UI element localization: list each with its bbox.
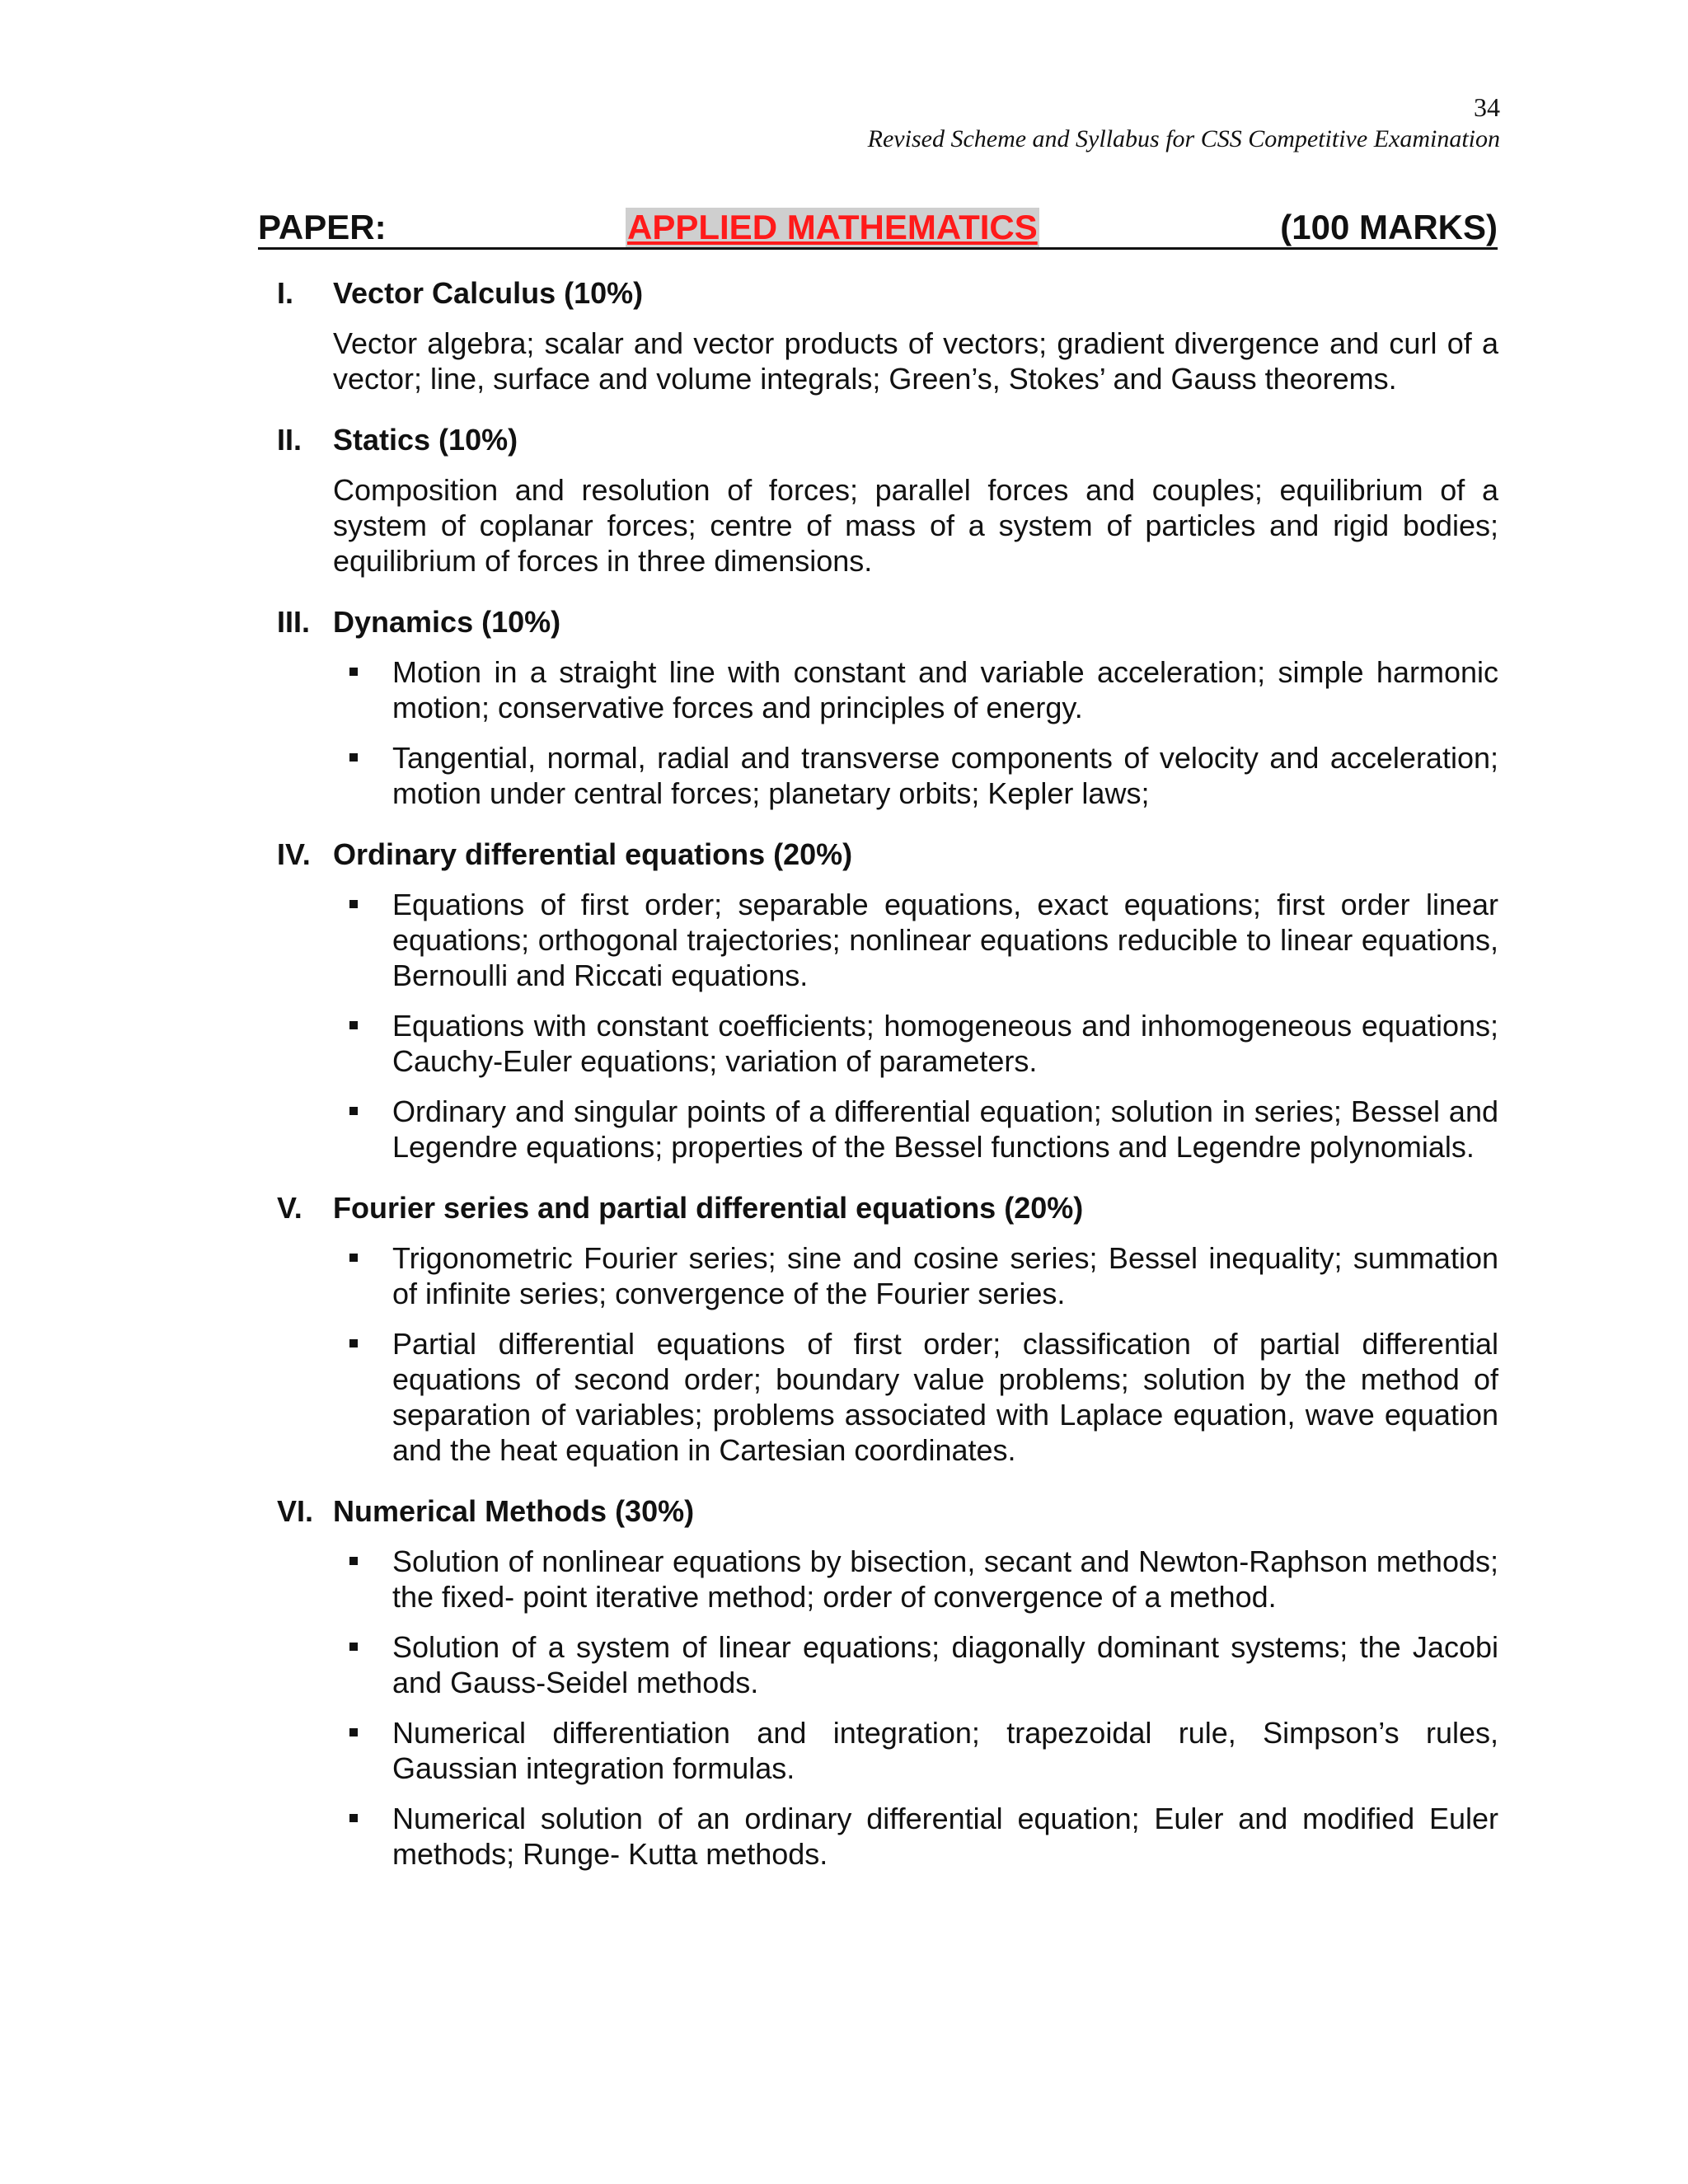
bullet-list xyxy=(277,1240,1498,1468)
list-item-text: Partial differential equations of first order; classification of partial differential equations of second order; boundary value problems; solution by the method of separation of variables; problems associated with Laplace equation, wave equation and the heat equation in Cartesian coordinates. xyxy=(392,1327,1498,1467)
section-fourier-series xyxy=(277,1190,1498,1468)
section-title: Dynamics (10%) xyxy=(333,605,561,639)
section-title: Vector Calculus (10%) xyxy=(333,276,644,310)
section-heading xyxy=(277,604,1498,640)
list-item-text: Tangential, normal, radial and transverse components of velocity and acceleration; motion under central forces; planetary orbits; Kepler laws; xyxy=(392,741,1498,810)
section-numeral: II. xyxy=(277,423,302,457)
list-item xyxy=(392,654,1498,725)
list-item xyxy=(392,1008,1498,1079)
list-item-text: Equations with constant coefficients; homogeneous and inhomogeneous equations; Cauchy-Euler equations; variation of parameters. xyxy=(392,1009,1498,1078)
page-number: 34 xyxy=(1474,92,1500,122)
list-item xyxy=(392,1801,1498,1872)
section-title: Statics (10%) xyxy=(333,423,518,457)
square-bullet-icon xyxy=(349,1339,358,1347)
section-heading xyxy=(277,422,1498,457)
section-heading xyxy=(277,1190,1498,1226)
section-numeral: IV. xyxy=(277,837,311,871)
section-heading xyxy=(277,275,1498,311)
section-ordinary-differential-equations xyxy=(277,837,1498,1165)
paper-title-row xyxy=(258,204,1498,250)
square-bullet-icon xyxy=(349,1643,358,1651)
section-paragraph: Vector algebra; scalar and vector products of vectors; gradient divergence and curl of a vector; line, surface and volume integrals; Green’s, Stokes’ and Gauss theorems. xyxy=(333,326,1498,396)
list-item-text: Numerical differentiation and integration; trapezoidal rule, Simpson’s rules, Gaussian integration formulas. xyxy=(392,1716,1498,1785)
square-bullet-icon xyxy=(349,1557,358,1565)
list-item xyxy=(392,887,1498,993)
list-item-text: Numerical solution of an ordinary differential equation; Euler and modified Euler methods; Runge- Kutta methods. xyxy=(392,1802,1498,1871)
syllabus-content xyxy=(277,275,1498,1897)
section-numerical-methods xyxy=(277,1493,1498,1872)
square-bullet-icon xyxy=(349,1107,358,1115)
list-item-text: Trigonometric Fourier series; sine and cosine series; Bessel inequality; summation of infinite series; convergence of the Fourier series. xyxy=(392,1241,1498,1310)
list-item xyxy=(392,1326,1498,1468)
section-vector-calculus xyxy=(277,275,1498,396)
section-dynamics xyxy=(277,604,1498,811)
running-header: Revised Scheme and Syllabus for CSS Competitive Examination xyxy=(867,125,1500,152)
list-item-text: Solution of a system of linear equations; diagonally dominant systems; the Jacobi and Gauss-Seidel methods. xyxy=(392,1630,1498,1699)
list-item xyxy=(392,740,1498,811)
section-title: Numerical Methods (30%) xyxy=(333,1494,695,1528)
square-bullet-icon xyxy=(349,1254,358,1262)
list-item xyxy=(392,1629,1498,1700)
square-bullet-icon xyxy=(349,668,358,676)
bullet-list xyxy=(277,1544,1498,1872)
list-item xyxy=(392,1715,1498,1786)
list-item xyxy=(392,1094,1498,1165)
square-bullet-icon xyxy=(349,1021,358,1029)
square-bullet-icon xyxy=(349,900,358,908)
section-paragraph: Composition and resolution of forces; parallel forces and couples; equilibrium of a system of coplanar forces; centre of mass of a system of particles and rigid bodies; equilibrium of forces in three dimensions. xyxy=(333,473,1498,578)
section-heading xyxy=(277,1493,1498,1529)
list-item-text: Equations of first order; separable equations, exact equations; first order linear equations; orthogonal trajectories; nonlinear equations reducible to linear equations, Bernoulli and Riccati equations. xyxy=(392,888,1498,992)
bullet-list xyxy=(277,887,1498,1165)
square-bullet-icon xyxy=(349,753,358,762)
list-item-text: Ordinary and singular points of a differential equation; solution in series; Bessel and Legendre equations; properties of the Bessel functions and Legendre polynomials. xyxy=(392,1094,1498,1164)
paper-subject: APPLIED MATHEMATICS xyxy=(627,208,1038,246)
section-title: Ordinary differential equations (20%) xyxy=(333,837,853,871)
list-item xyxy=(392,1544,1498,1615)
section-numeral: V. xyxy=(277,1191,302,1225)
section-title: Fourier series and partial differential equations (20%) xyxy=(333,1191,1084,1225)
section-numeral: I. xyxy=(277,276,294,310)
list-item xyxy=(392,1240,1498,1311)
paper-label: PAPER: xyxy=(258,208,387,246)
list-item-text: Solution of nonlinear equations by bisection, secant and Newton-Raphson methods; the fixed- point iterative method; order of convergence of a method. xyxy=(392,1544,1498,1614)
section-heading xyxy=(277,837,1498,872)
square-bullet-icon xyxy=(349,1728,358,1736)
paper-marks: (100 MARKS) xyxy=(1280,208,1498,246)
section-numeral: VI. xyxy=(277,1494,314,1528)
square-bullet-icon xyxy=(349,1814,358,1822)
list-item-text: Motion in a straight line with constant and variable acceleration; simple harmonic motion; conservative forces and principles of energy. xyxy=(392,655,1498,724)
section-numeral: III. xyxy=(277,605,311,639)
section-statics xyxy=(277,422,1498,579)
bullet-list xyxy=(277,654,1498,811)
